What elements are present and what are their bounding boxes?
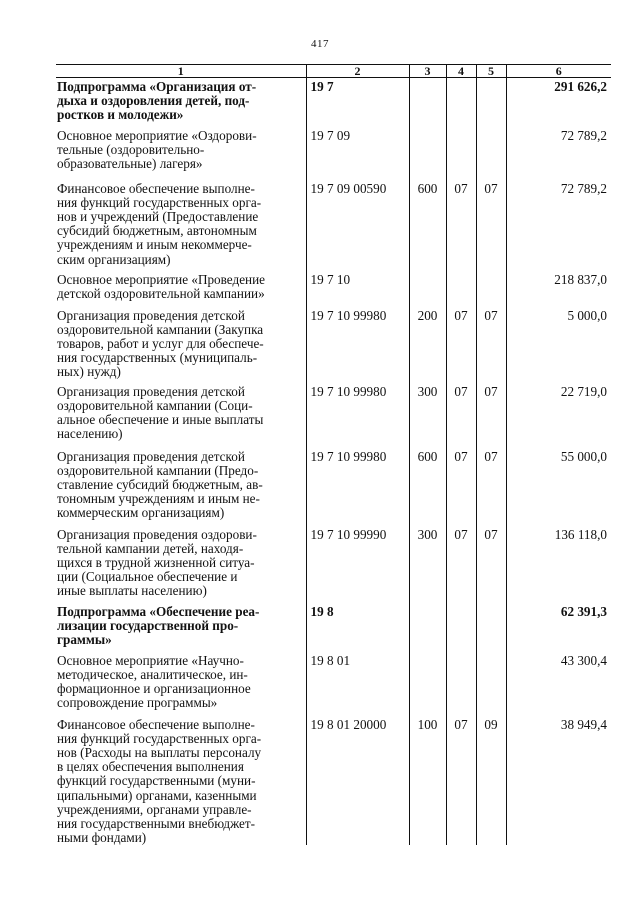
row-expense-type-cell: 300 [409,383,446,448]
row-name-cell: Финансовое обеспечение выполне- ния функций государственных орга- нов и учреждений (Предоставление субсидий бюджетным, автономным учреждениям и иным некоммерче- ским организациям) [57,180,262,267]
row-name-cell: Организация проведения детской оздоровительной кампании (Закупка товаров, работ и услуг для обеспече- ния государственных (муниципаль- ных) нужд) [57,307,264,380]
row-expense-type-cell: 600 [409,180,446,271]
column-header: 3 [409,65,446,78]
row-amount-cell: 218 837,0 [506,271,611,307]
row-name-cell: Организация проведения детской оздоровительной кампании (Соци- альное обеспечение и иные выплаты населению) [57,383,264,442]
row-code-cell: 19 7 09 00590 [306,180,409,271]
row-amount-cell: 72 789,2 [506,180,611,271]
row-amount-cell: 43 300,4 [506,652,611,716]
row-subsection-cell: 07 [476,526,506,603]
row-amount-cell: 72 789,2 [506,127,611,180]
row-name-cell: Основное мероприятие «Научно- методическое, аналитическое, ин- формационное и организационное сопровождение программы» [57,652,251,711]
row-subsection-cell [476,603,506,652]
row-amount-cell: 55 000,0 [506,448,611,526]
row-amount-cell: 62 391,3 [506,603,611,652]
row-section-cell [446,652,476,716]
column-header: 2 [306,65,409,78]
row-section-cell [446,603,476,652]
row-code-cell: 19 7 10 99980 [306,307,409,383]
row-subsection-cell: 07 [476,307,506,383]
budget-table [56,64,611,845]
row-expense-type-cell [409,603,446,652]
row-code-cell: 19 7 10 [306,271,409,307]
table-row [56,271,611,307]
row-subsection-cell: 07 [476,448,506,526]
row-expense-type-cell [409,271,446,307]
table-row [56,716,611,846]
table-row [56,78,611,127]
row-name-cell: Финансовое обеспечение выполне- ния функций государственных орга- нов (Расходы на выплаты персоналу в целях обеспечения выполнения функций государственными (муни- ципальными) органами, казенными учреждениями, органами управле- ния государственными внебюджет- ными фондами) [57,716,262,846]
table-row [56,307,611,383]
table-row [56,127,611,180]
row-expense-type-cell [409,652,446,716]
row-section-cell: 07 [446,180,476,271]
row-code-cell: 19 8 [306,603,409,652]
row-subsection-cell: 09 [476,716,506,846]
row-expense-type-cell: 600 [409,448,446,526]
row-section-cell [446,127,476,180]
row-expense-type-cell [409,127,446,180]
row-section-cell: 07 [446,307,476,383]
row-code-cell: 19 7 10 99990 [306,526,409,603]
table-row [56,180,611,271]
row-code-cell: 19 7 10 99980 [306,448,409,526]
row-amount-cell: 22 719,0 [506,383,611,448]
row-name-cell: Основное мероприятие «Оздорови- тельные (оздоровительно- образовательные) лагеря» [57,127,257,171]
column-header: 4 [446,65,476,78]
row-code-cell: 19 7 [306,78,409,127]
row-name-cell: Основное мероприятие «Проведение детской оздоровительной кампании» [57,271,266,301]
row-amount-cell: 5 000,0 [506,307,611,383]
table-row [56,603,611,652]
row-subsection-cell [476,271,506,307]
row-expense-type-cell: 100 [409,716,446,846]
row-amount-cell: 38 949,4 [506,716,611,846]
header-row [56,65,611,78]
column-header: 1 [56,65,306,78]
row-amount-cell: 291 626,2 [506,78,611,127]
table-row [56,448,611,526]
row-section-cell [446,78,476,127]
row-name-cell: Подпрограмма «Организация от- дыха и оздоровления детей, под- ростков и молодежи» [57,79,257,123]
row-name-cell: Организация проведения оздорови- тельной кампании детей, находя- щихся в трудной жизненной ситуа- ции (Социальное обеспечение и иные выплаты населению) [57,526,257,599]
row-name-cell: Подпрограмма «Обеспечение реа- лизации государственной про- граммы» [57,603,260,647]
row-code-cell: 19 8 01 [306,652,409,716]
table-row [56,652,611,716]
page-number: 417 [311,38,329,50]
row-section-cell: 07 [446,448,476,526]
row-section-cell: 07 [446,526,476,603]
table-row [56,383,611,448]
row-subsection-cell [476,652,506,716]
row-expense-type-cell: 200 [409,307,446,383]
row-section-cell: 07 [446,716,476,846]
row-section-cell [446,271,476,307]
column-header: 5 [476,65,506,78]
row-section-cell: 07 [446,383,476,448]
row-subsection-cell [476,127,506,180]
column-header: 6 [506,65,611,78]
row-amount-cell: 136 118,0 [506,526,611,603]
row-code-cell: 19 8 01 20000 [306,716,409,846]
row-subsection-cell: 07 [476,180,506,271]
row-code-cell: 19 7 09 [306,127,409,180]
row-code-cell: 19 7 10 99980 [306,383,409,448]
row-expense-type-cell [409,78,446,127]
row-name-cell: Организация проведения детской оздоровительной кампании (Предо- ставление субсидий бюджетным, ав- тономным учреждениям и иным не- коммерческим организациям) [57,448,263,521]
row-expense-type-cell: 300 [409,526,446,603]
table-row [56,526,611,603]
row-subsection-cell: 07 [476,383,506,448]
row-subsection-cell [476,78,506,127]
